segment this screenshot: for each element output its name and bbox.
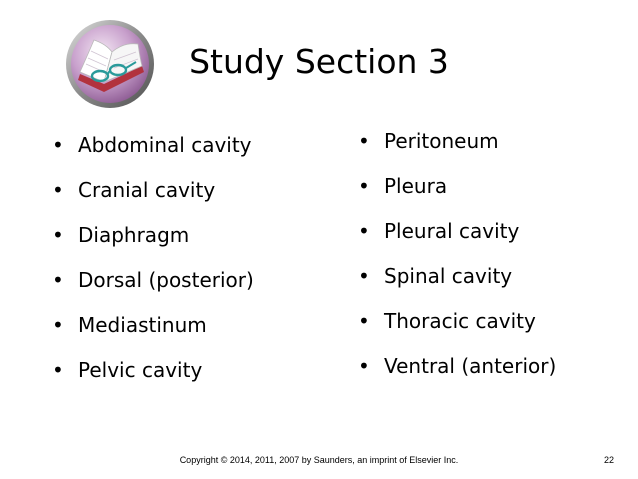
- list-item: [342, 310, 622, 355]
- bullet-icon: •: [52, 223, 64, 247]
- bullet-icon: •: [52, 178, 64, 202]
- slide-number: 22: [603, 455, 614, 465]
- bullet-icon: •: [52, 268, 64, 292]
- list-item: [38, 175, 328, 220]
- list-item-text: Ventral (anterior): [384, 354, 557, 378]
- bullet-icon: •: [358, 309, 370, 333]
- list-item: [342, 175, 622, 220]
- slide-title: Study Section 3: [189, 42, 449, 81]
- list-item-text: Peritoneum: [384, 129, 499, 153]
- bullet-icon: •: [52, 133, 64, 157]
- copyright-footer: Copyright © 2014, 2011, 2007 by Saunders, an imprint of Elsevier Inc.: [179, 455, 459, 465]
- list-item: [38, 130, 328, 175]
- bullet-icon: •: [358, 174, 370, 198]
- bullet-icon: •: [358, 219, 370, 243]
- bullet-icon: •: [52, 358, 64, 382]
- bullet-icon: •: [358, 264, 370, 288]
- right-bullet-list: [342, 130, 622, 400]
- list-item: [342, 355, 622, 400]
- list-item-text: Thoracic cavity: [384, 309, 536, 333]
- list-item-text: Pelvic cavity: [78, 358, 203, 382]
- bullet-icon: •: [52, 313, 64, 337]
- list-item-text: Spinal cavity: [384, 264, 513, 288]
- list-item-text: Pleural cavity: [384, 219, 520, 243]
- list-item: [38, 220, 328, 265]
- list-item: [342, 265, 622, 310]
- bullet-icon: •: [358, 129, 370, 153]
- list-item: [38, 310, 328, 355]
- list-item-text: Pleura: [384, 174, 448, 198]
- list-item: [342, 130, 622, 175]
- bullet-icon: •: [358, 354, 370, 378]
- list-item: [38, 355, 328, 400]
- list-item-text: Diaphragm: [78, 223, 190, 247]
- list-item-text: Mediastinum: [78, 313, 207, 337]
- list-item-text: Cranial cavity: [78, 178, 216, 202]
- list-item: [38, 265, 328, 310]
- list-item: [342, 220, 622, 265]
- left-bullet-list: [38, 130, 328, 400]
- list-item-text: Abdominal cavity: [78, 133, 252, 157]
- list-item-text: Dorsal (posterior): [78, 268, 254, 292]
